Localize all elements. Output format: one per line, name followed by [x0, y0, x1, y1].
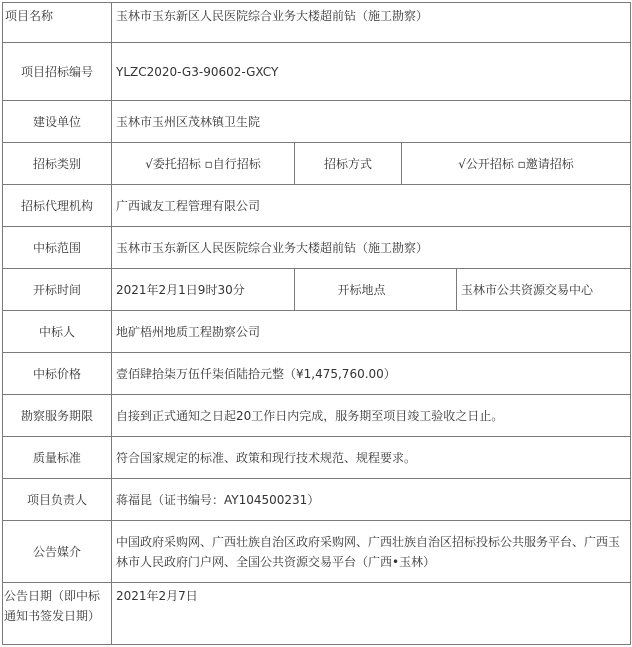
table-row	[3, 395, 631, 437]
builder-value: 玉林市玉州区茂林镇卫生院	[112, 101, 631, 143]
notice-date-label: 公告日期（即中标通知书签发日期）	[3, 583, 112, 645]
opening-time-label: 开标时间	[3, 269, 112, 311]
winner-value: 地矿梧州地质工程勘察公司	[112, 311, 631, 353]
agency-value: 广西诚友工程管理有限公司	[112, 185, 631, 227]
quality-value: 符合国家规定的标准、政策和现行技术规范、规程要求。	[112, 437, 631, 479]
table-row	[3, 269, 631, 311]
price-label: 中标价格	[3, 353, 112, 395]
winner-label: 中标人	[3, 311, 112, 353]
bid-number-label: 项目招标编号	[3, 43, 112, 101]
manager-label: 项目负责人	[3, 479, 112, 521]
bid-type-label: 招标类别	[3, 143, 112, 185]
bid-number-value: YLZC2020-G3-90602-GXCY	[112, 43, 631, 101]
table-row	[3, 437, 631, 479]
opening-time-value: 2021年2月1日9时30分	[112, 269, 295, 311]
manager-value: 蒋福昆（证书编号：AY104500231）	[112, 479, 631, 521]
builder-label: 建设单位	[3, 101, 112, 143]
table-row	[3, 185, 631, 227]
quality-label: 质量标准	[3, 437, 112, 479]
agency-label: 招标代理机构	[3, 185, 112, 227]
notice-date-value: 2021年2月7日	[112, 583, 631, 645]
bid-result-table	[2, 2, 631, 645]
service-period-value: 自接到正式通知之日起20工作日内完成，服务期至项目竣工验收之日止。	[112, 395, 631, 437]
media-label: 公告媒介	[3, 521, 112, 583]
project-name-label: 项目名称	[3, 3, 112, 43]
price-value: 壹佰肆拾柒万伍仟柒佰陆拾元整（¥1,475,760.00）	[112, 353, 631, 395]
table-row	[3, 583, 631, 645]
opening-place-label: 开标地点	[295, 269, 457, 311]
table-row	[3, 43, 631, 101]
table-row	[3, 479, 631, 521]
project-name-value: 玉林市玉东新区人民医院综合业务大楼超前钻（施工勘察）	[112, 3, 631, 43]
bid-type-value: √委托招标 ▫自行招标	[112, 143, 295, 185]
table-row	[3, 3, 631, 43]
table-row	[3, 311, 631, 353]
scope-value: 玉林市玉东新区人民医院综合业务大楼超前钻（施工勘察）	[112, 227, 631, 269]
table-row	[3, 353, 631, 395]
table-row	[3, 521, 631, 583]
media-value: 中国政府采购网、广西壮族自治区政府采购网、广西壮族自治区招标投标公共服务平台、广西玉林市人民政府门户网、全国公共资源交易平台（广西•玉林）	[112, 521, 631, 583]
table-row	[3, 227, 631, 269]
scope-label: 中标范围	[3, 227, 112, 269]
bid-method-value: √公开招标 ▫邀请招标	[402, 143, 631, 185]
service-period-label: 勘察服务期限	[3, 395, 112, 437]
table-row	[3, 143, 631, 185]
opening-place-value: 玉林市公共资源交易中心	[457, 269, 631, 311]
bid-method-label: 招标方式	[295, 143, 402, 185]
table-row	[3, 101, 631, 143]
